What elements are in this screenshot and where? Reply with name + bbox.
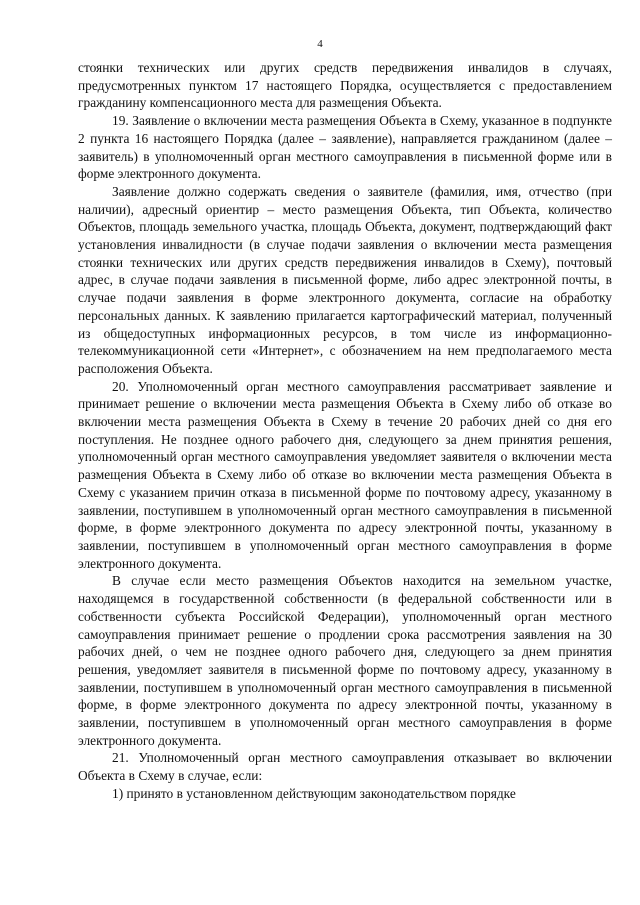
document-body	[78, 59, 612, 803]
paragraph-19-application-content: Заявление должно содержать сведения о заявителе (фамилия, имя, отчество (при наличии), адресный ориентир – место размещения Объекта, тип Объекта, количество Объектов, площадь земельного участка, площадь Объекта, документ, подтверждающий факт установления инвалидности (в случае подачи заявления о включении места размещения стоянки технических или других средств передвижения инвалидов в Схему), почтовый адрес, в случае подачи заявления в письменной форме, либо адрес электронной почты, в случае подачи заявления в форме электронного документа, согласие на обработку персональных данных. К заявлению прилагается картографический материал, полученный из общедоступных информационных ресурсов, в том числе из информационно-телекоммуникационной сети «Интернет», с обозначением на нем предполагаемого места расположения Объекта.	[78, 183, 612, 376]
paragraph-21: 21. Уполномоченный орган местного самоуправления отказывает во включении Объекта в Схему в случае, если:	[78, 750, 612, 784]
paragraph-20: 20. Уполномоченный орган местного самоуправления рассматривает заявление и принимает решение о включении места размещения Объекта в Схему либо об отказе во включении места размещения Объекта в Схему в течение 20 рабочих дней со дня его поступления. Не позднее одного рабочего дня, следующего за днем принятия решения, уполномоченный орган местного самоуправления уведомляет заявителя о включении места размещения Объекта в Схему либо об отказе во включении места размещения Объекта в Схему с указанием причин отказа в письменной форме по почтовому адресу, указанному в заявлении, поступившем в уполномоченный орган местного самоуправления в письменной форме, в форме электронного документа по адресу электронной почты, указанному в заявлении, поступившем в уполномоченный орган местного самоуправления в форме электронного документа.	[78, 378, 612, 571]
page-number: 4	[317, 38, 323, 50]
paragraph-21-item-1: 1) принято в установленном действующим законодательством порядке	[112, 785, 516, 801]
paragraph-19: 19. Заявление о включении места размещения Объекта в Схему, указанное в подпункте 2 пункта 16 настоящего Порядка (далее – заявление), направляется гражданином (далее – заявитель) в уполномоченный орган местного самоуправления в письменной форме или в форме электронного документа.	[78, 113, 612, 182]
paragraph-continuation: стоянки технических или других средств передвижения инвалидов в случаях, предусмотренных пунктом 17 настоящего Порядка, осуществляется с предоставлением гражданину компенсационного места для размещения Объекта.	[78, 60, 612, 111]
paragraph-20-extension: В случае если место размещения Объектов находится на земельном участке, находящемся в государственной собственности (в федеральной собственности или в собственности субъекта Российской Федерации), уполномоченный орган местного самоуправления принимает решение о продлении срока рассмотрения заявления на 30 рабочих дней, о чем не позднее одного рабочего дня, следующего за днем принятия решения, уведомляет заявителя в письменной форме по почтовому адресу, указанному в заявлении, поступившем в уполномоченный орган местного самоуправления в письменной форме, в форме электронного документа по адресу электронной почты, указанному в заявлении, поступившем в уполномоченный орган местного самоуправления в форме электронного документа.	[78, 573, 612, 748]
